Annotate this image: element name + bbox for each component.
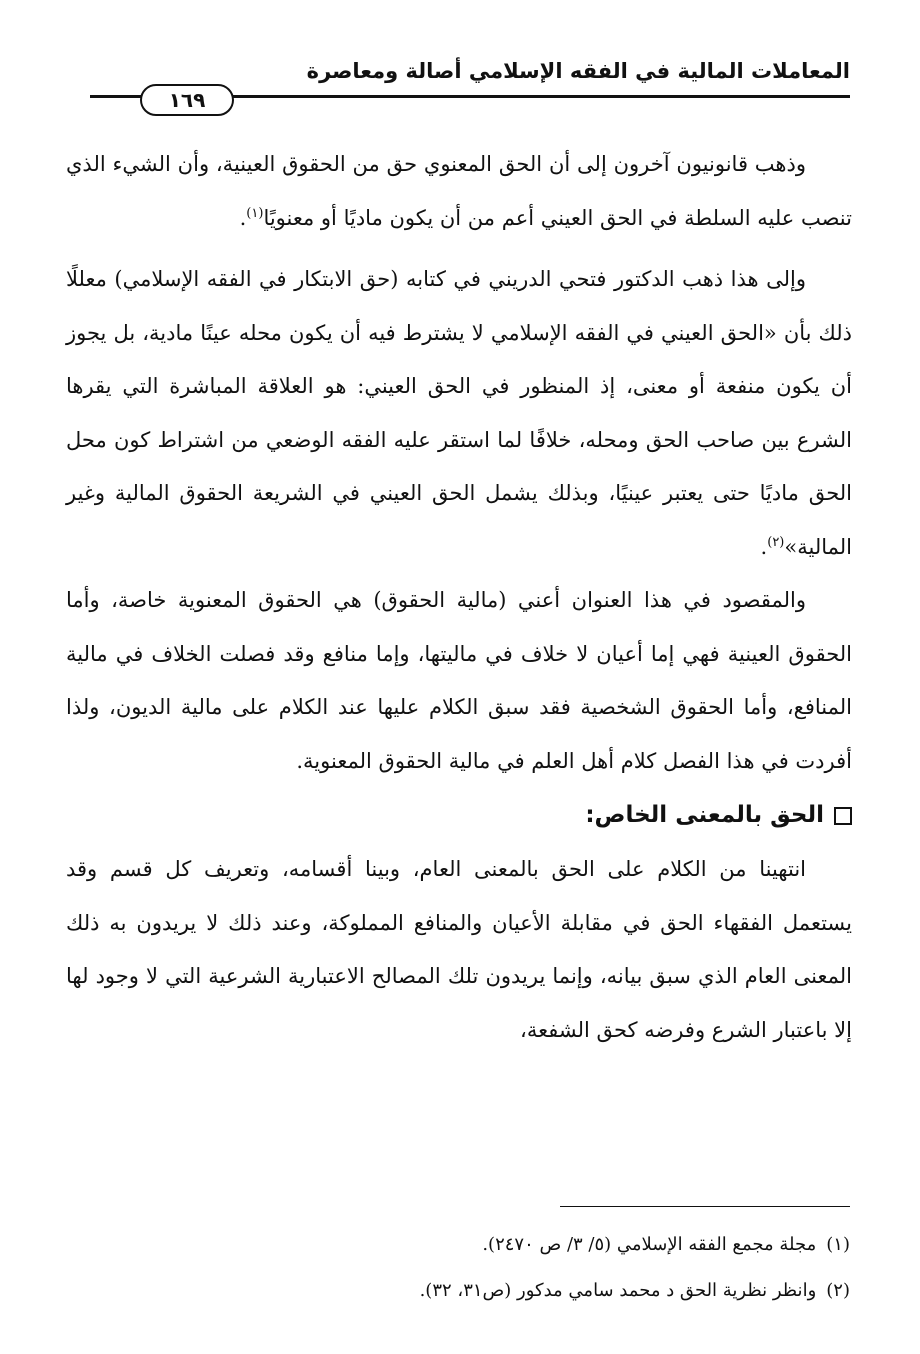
main-text: [66, 138, 852, 1057]
paragraph-2-end: .: [760, 534, 768, 559]
section-paragraph: [66, 843, 852, 1057]
checkbox-square-icon: [834, 807, 852, 825]
paragraph-3: [66, 574, 852, 788]
paragraph-2: [66, 253, 852, 574]
footnote-separator: [560, 1206, 850, 1207]
footnote-1: [70, 1222, 850, 1268]
paragraph-1-end: .: [239, 205, 247, 230]
footnote-ref-2: (٢): [767, 534, 785, 550]
section-heading: [66, 788, 852, 843]
footnote-2: [70, 1268, 850, 1314]
section-heading-text: الحق بالمعنى الخاص:: [585, 802, 824, 828]
running-title: المعاملات المالية في الفقه الإسلامي أصالة ومعاصرة: [306, 59, 850, 83]
footnote-2-text: وانظر نظرية الحق د محمد سامي مدكور (ص٣١، ٣٢).: [419, 1280, 817, 1301]
footnote-2-number: (٢): [826, 1280, 850, 1301]
paragraph-1: [66, 138, 852, 245]
section-paragraph-text: انتهينا من الكلام على الحق بالمعنى العام، وبينا أقسامه، وتعريف كل قسم وقد يستعمل الفقهاء الحق في مقابلة الأعيان والمنافع المملوكة، وعند ذلك لا يريدون به ذلك المعنى العام الذي سبق بيانه، وإنما يريدون تلك المصالح الاعتبارية الشرعية التي لا وجود لها إلا باعتبار الشرع وفرضه كحق الشفعة،: [66, 857, 852, 1042]
paragraph-2-text: وإلى هذا ذهب الدكتور فتحي الدريني في كتابه (حق الابتكار في الفقه الإسلامي) معللًا ذلك بأن «الحق العيني في الفقه الإسلامي لا يشترط فيه أن يكون محله عينًا مادية، بل يجوز أن يكون منفعة أو معنى، إذ المنظور في الحق العيني: هو العلاقة المباشرة التي يقرها الشرع بين صاحب الحق ومحله، خلافًا لما استقر عليه الفقه الوضعي من اشتراط كون محل الحق ماديًا حتى يعتبر عينيًا، وبذلك يشمل الحق العيني في الشريعة الحقوق المالية وغير المالية»: [66, 267, 852, 559]
footnote-1-number: (١): [826, 1234, 850, 1255]
paragraph-3-text: والمقصود في هذا العنوان أعني (مالية الحقوق) هي الحقوق المعنوية خاصة، وأما الحقوق العينية فهي إما أعيان لا خلاف في ماليتها، وإما منافع وقد فصلت الخلاف في مالية المنافع، وأما الحقوق الشخصية فقد سبق الكلام عليها عند الكلام على مالية الديون، ولذا أفردت في هذا الفصل كلام أهل العلم في مالية الحقوق المعنوية.: [66, 588, 852, 773]
footnotes: [70, 1222, 850, 1314]
footnote-1-text: مجلة مجمع الفقه الإسلامي (٥/ ٣/ ص ٢٤٧٠).: [482, 1234, 817, 1255]
footnote-ref-1: (١): [246, 205, 264, 221]
page-number: ١٦٩: [140, 84, 234, 116]
paragraph-1-text: وذهب قانونيون آخرون إلى أن الحق المعنوي حق من الحقوق العينية، وأن الشيء الذي تنصب عليه السلطة في الحق العيني أعم من أن يكون ماديًا أو معنويًا: [66, 152, 852, 230]
